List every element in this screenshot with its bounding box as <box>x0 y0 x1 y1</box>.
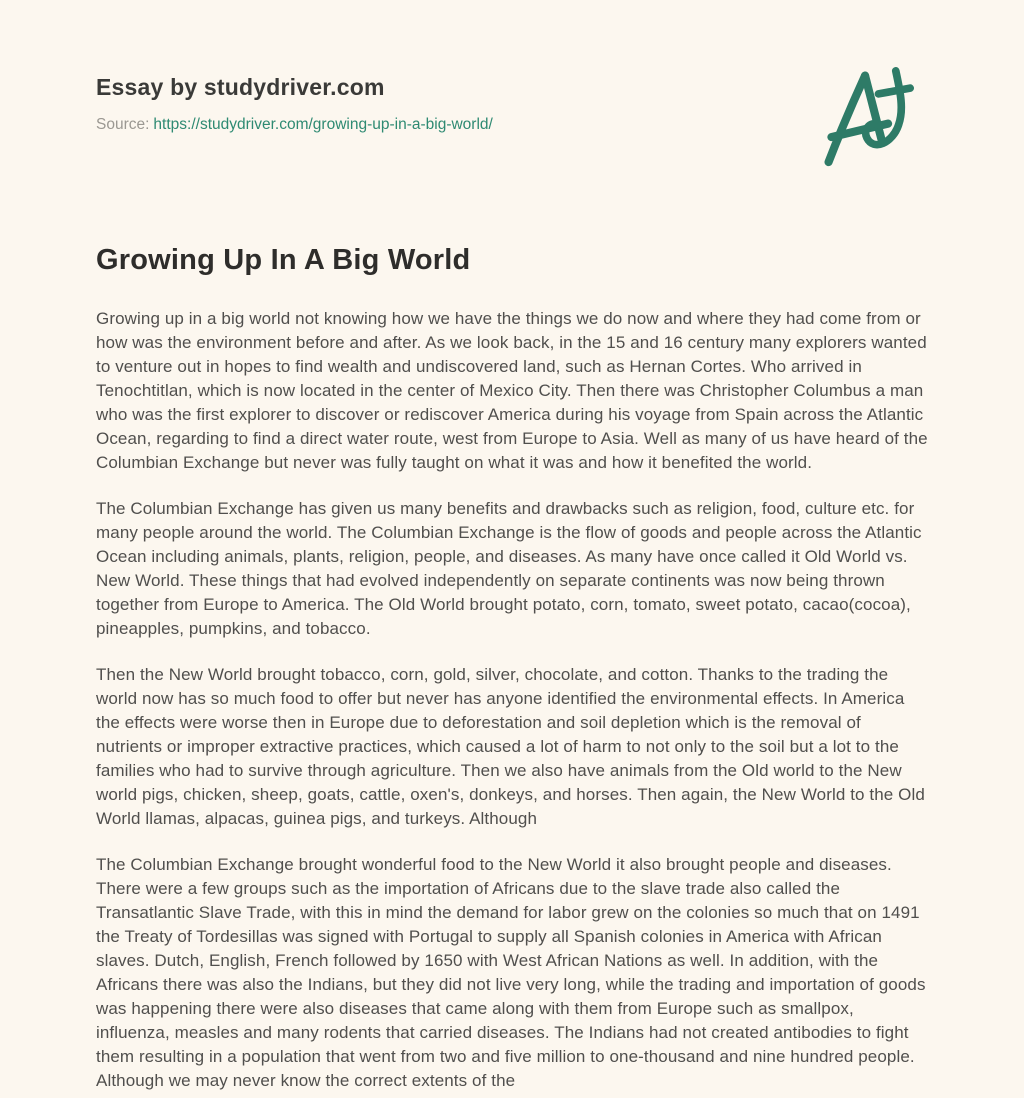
essay-body <box>96 307 928 1093</box>
page-header <box>96 0 928 134</box>
essay-paragraph: The Columbian Exchange has given us many benefits and drawbacks such as religion, food, culture etc. for many people around the world. The Columbian Exchange is the flow of goods and people across the Atlantic Ocean including animals, plants, religion, people, and diseases. As many have once called it Old World vs. New World. These things that had evolved independently on separate continents was now being thrown together from Europe to America. The Old World brought potato, corn, tomato, sweet potato, cacao(cocoa), pineapples, pumpkins, and tobacco. <box>96 499 922 638</box>
a-plus-logo-icon <box>818 62 914 168</box>
essay-paragraph: Growing up in a big world not knowing how we have the things we do now and where they had come from or how was the environment before and after. As we look back, in the 15 and 16 century many explorers wanted to venture out in hopes to find wealth and undiscovered land, such as Hernan Cortes. Who arrived in Tenochtitlan, which is now located in the center of Mexico City. Then there was Christopher Columbus a man who was the first explorer to discover or rediscover America during his voyage from Spain across the Atlantic Ocean, regarding to find a direct water route, west from Europe to Asia. Well as many of us have heard of the Columbian Exchange but never was fully taught on what it was and how it benefited the world. <box>96 309 928 472</box>
essay-paragraph: Then the New World brought tobacco, corn, gold, silver, chocolate, and cotton. Thanks to the trading the world now has so much food to offer but never has anyone identified the environmental effects. In America the effects were worse then in Europe due to deforestation and soil depletion which is the removal of nutrients or improper extractive practices, which caused a lot of harm to not only to the soil but a lot to the families who had to survive through agriculture. Then we also have animals from the Old world to the New world pigs, chicken, sheep, goats, cattle, oxen's, donkeys, and horses. Then again, the New World to the Old World llamas, alpacas, guinea pigs, and turkeys. Although <box>96 665 925 828</box>
essay-title: Growing Up In A Big World <box>96 244 471 276</box>
source-link[interactable]: https://studydriver.com/growing-up-in-a-big-world/ <box>153 116 493 133</box>
source-line <box>96 116 928 134</box>
essay-paragraph: The Columbian Exchange brought wonderful food to the New World it also brought people and diseases. There were a few groups such as the importation of Africans due to the slave trade also called the Transatlantic Slave Trade, with this in mind the demand for labor grew on the colonies so much that on 1491 the Treaty of Tordesillas was signed with Portugal to supply all Spanish colonies in America with African slaves. Dutch, English, French followed by 1650 with West African Nations as well. In addition, with the Africans there was also the Indians, but they did not live very long, while the trading and importation of goods was happening there were also diseases that came along with them from Europe such as smallpox, influenza, measles and many rodents that carried diseases. The Indians had not created antibodies to fight them resulting in a population that went from two and five million to one-thousand and nine hundred people. Although we may never know the correct extents of the <box>96 855 926 1090</box>
header-title: Essay by studydriver.com <box>96 74 385 100</box>
source-label: Source: <box>96 116 150 133</box>
